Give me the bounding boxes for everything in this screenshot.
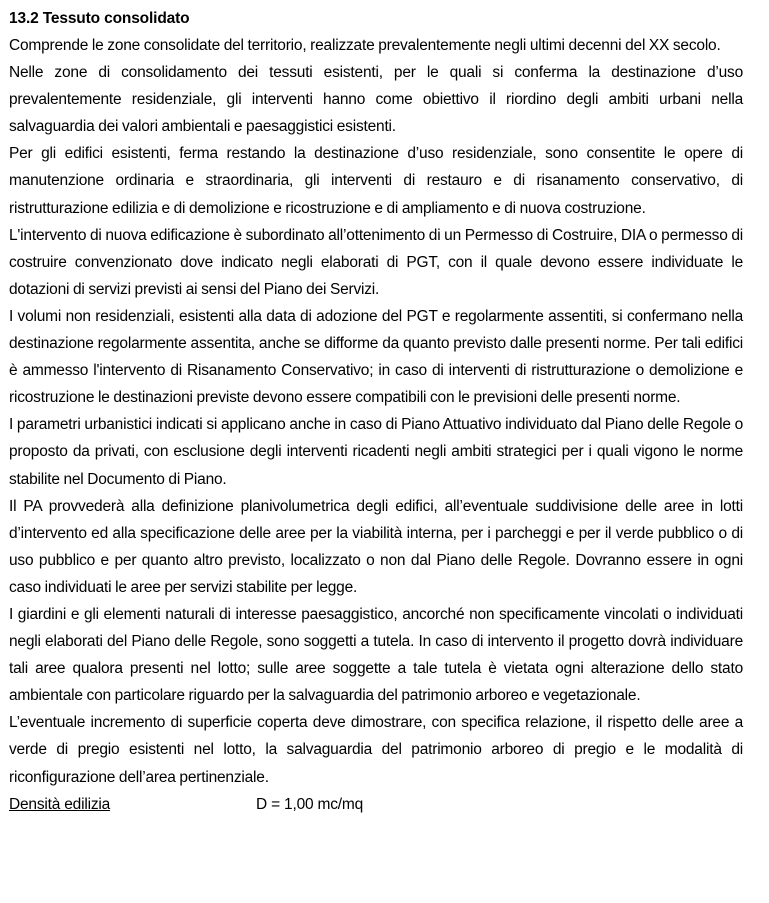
paragraph-3: Per gli edifici esistenti, ferma restando la destinazione d’uso residenziale, sono consentite le opere di manutenzione ordinaria e straordinaria, gli interventi di restauro e di risanamento conservativo, di ristrutturazione edilizia e di demolizione e ricostruzione e di ampliamento e di nuova costruzione.	[9, 145, 743, 217]
paragraph-4: L'intervento di nuova edificazione è subordinato all’ottenimento di un Permesso di Costruire, DIA o permesso di costruire convenzionato dove indicato negli elaborati di PGT, con il quale devono essere individuate le dotazioni di servizi previsti ai sensi del Piano dei Servizi.	[9, 226, 743, 298]
paragraph-7: Il PA provvederà alla definizione planivolumetrica degli edifici, all’eventuale suddivisione delle aree in lotti d’intervento ed alla specificazione delle aree per la viabilità interna, per i parcheggi e per il verde pubblico o di uso pubblico e per quanto altro previsto, localizzato o non dal Piano delle Regole. Dovranno essere in ogni caso individuati le aree per servizi stabilite per legge.	[9, 497, 743, 596]
section-title: 13.2 Tessuto consolidato	[9, 10, 190, 27]
paragraph-5: I volumi non residenziali, esistenti alla data di adozione del PGT e regolarmente assentiti, si confermano nella destinazione regolarmente assentita, anche se difforme da quanto previsto dalle presenti norme. Per tali edifici è ammesso l'intervento di Risanamento Conservativo; in caso di interventi di ristrutturazione o demolizione e ricostruzione le destinazioni previste devono essere compatibili con le previsioni delle presenti norme.	[9, 307, 743, 407]
paragraph-9: L’eventuale incremento di superficie coperta deve dimostrare, con specifica relazione, il rispetto delle aree a verde di pregio esistenti nel lotto, la salvaguardia del patrimonio arboreo di pregio e le modalità di riconfigurazione dell’area pertinenziale.	[9, 714, 743, 786]
paragraph-1: Comprende le zone consolidate del territorio, realizzate prevalentemente negli ultimi decenni del XX secolo.	[9, 37, 721, 54]
paragraph-2: Nelle zone di consolidamento dei tessuti esistenti, per le quali si conferma la destinazione d’uso prevalentemente residenziale, gli interventi hanno come obiettivo il riordino degli ambiti urbani nella salvaguardia dei valori ambientali e paesaggistici esistenti.	[9, 64, 743, 136]
paragraph-6: I parametri urbanistici indicati si applicano anche in caso di Piano Attuativo individuato dal Piano delle Regole o proposto da privati, con esclusione degli interventi ricadenti negli ambiti strategici per i quali vigono le norme stabilite nel Documento di Piano.	[9, 416, 743, 488]
density-row	[9, 791, 743, 818]
density-label: Densità edilizia	[9, 795, 111, 813]
document-page	[9, 5, 743, 818]
paragraph-8: I giardini e gli elementi naturali di interesse paesaggistico, ancorché non specificamente vincolati o individuati negli elaborati del Piano delle Regole, sono soggetti a tutela. In caso di intervento il progetto dovrà individuare tali aree qualora presenti nel lotto; sulle aree soggette a tale tutela è vietata ogni alterazione dello stato ambientale con particolare riguardo per la salvaguardia del patrimonio arboreo e vegetazionale.	[9, 605, 743, 705]
density-value: D = 1,00 mc/mq	[256, 795, 364, 813]
